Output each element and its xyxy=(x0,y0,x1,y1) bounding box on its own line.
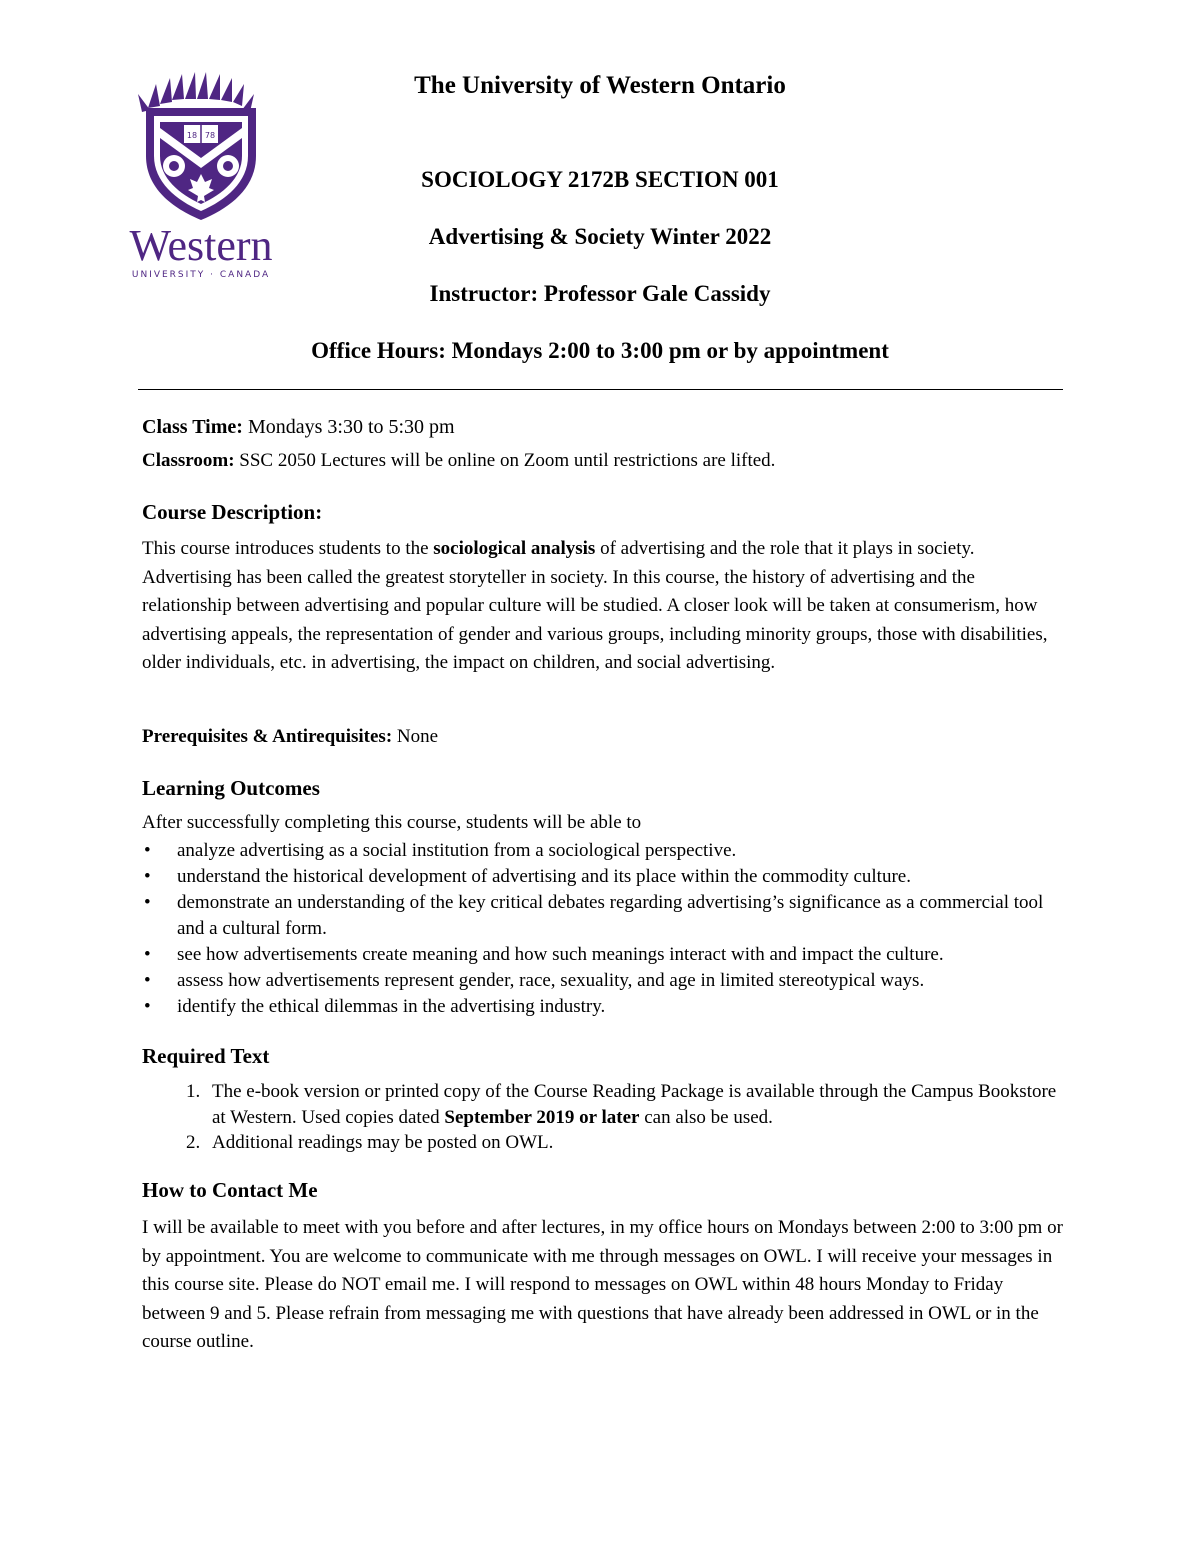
list-item: • assess how advertisements represent gender, race, sexuality, and age in limited stereotypical ways. xyxy=(144,970,925,991)
classroom-value: SSC 2050 Lectures will be online on Zoom until restrictions are lifted. xyxy=(234,450,776,471)
required-text-list xyxy=(142,1079,1072,1156)
learning-outcomes-heading: Learning Outcomes xyxy=(142,776,320,800)
course-code: SOCIOLOGY 2172B SECTION 001 xyxy=(421,167,779,192)
logo-wordmark: Western xyxy=(129,221,273,270)
svg-text:18: 18 xyxy=(186,131,198,140)
course-description-heading: Course Description: xyxy=(142,500,323,524)
learning-outcomes-intro: After successfully completing this course, students will be able to xyxy=(142,812,642,833)
classroom xyxy=(142,450,775,472)
prerequisites-value: None xyxy=(392,726,439,747)
contact-text: I will be available to meet with you before and after lectures, in my office hours on Mondays between 2:00 to 3:00 pm or by appointment. You are welcome to communicate with me through messages on OWL. I will receive your messages in this course site. Please do NOT email me. I will respond to messages on OWL within 48 hours Monday to Friday between 9 and 5. Please refrain from messaging me with questions that have already been addressed in OWL or in the course outline. xyxy=(142,1217,1063,1353)
course-description-text: This course introduces students to the sociological analysis of advertising and the role that it plays in society. Advertising has been called the greatest storyteller in society. In this course, the history of advertising and the relationship between advertising and popular culture will be studied. A closer look will be taken at consumerism, how advertising appeals, the representation of gender and various groups, including minority groups, those with disabilities, older individuals, etc. in advertising, the impact on children, and social advertising. xyxy=(142,538,1048,674)
course-title: Advertising & Society Winter 2022 xyxy=(428,224,772,249)
list-item: • analyze advertising as a social institution from a sociological perspective. xyxy=(144,840,737,861)
divider xyxy=(138,389,1063,390)
list-item: 2. Additional readings may be posted on OWL. xyxy=(186,1132,554,1153)
office-hours: Office Hours: Mondays 2:00 to 3:00 pm or by appointment xyxy=(311,338,889,363)
classroom-label: Classroom: xyxy=(142,450,235,471)
learning-outcomes-list xyxy=(142,838,1072,1020)
list-item: • identify the ethical dilemmas in the advertising industry. xyxy=(144,996,606,1017)
contact-heading: How to Contact Me xyxy=(142,1178,318,1202)
class-time-label: Class Time: xyxy=(142,416,243,438)
required-text-heading: Required Text xyxy=(142,1044,270,1068)
prerequisites xyxy=(142,726,438,748)
university-name: The University of Western Ontario xyxy=(414,72,786,99)
prerequisites-label: Prerequisites & Antirequisites: xyxy=(142,726,393,747)
class-time-value: Mondays 3:30 to 5:30 pm xyxy=(242,416,455,438)
class-time xyxy=(142,416,455,439)
list-item: 1. The e-book version or printed copy of the Course Reading Package is available through the Campus Bookstore at Western. Used copies dated September 2019 or later can also be used. xyxy=(186,1081,1057,1128)
svg-text:78: 78 xyxy=(204,131,216,140)
list-item: • see how advertisements create meaning and how such meanings interact with and impact the culture. xyxy=(144,944,944,965)
instructor: Instructor: Professor Gale Cassidy xyxy=(429,281,771,306)
list-item: • demonstrate an understanding of the key critical debates regarding advertising’s significance as a commercial tool and a cultural form. xyxy=(144,892,1044,939)
western-logo xyxy=(108,70,294,282)
western-crest-icon xyxy=(108,70,294,282)
logo-subtitle: UNIVERSITY · CANADA xyxy=(131,270,271,280)
list-item: • understand the historical development of advertising and its place within the commodity culture. xyxy=(144,866,911,887)
